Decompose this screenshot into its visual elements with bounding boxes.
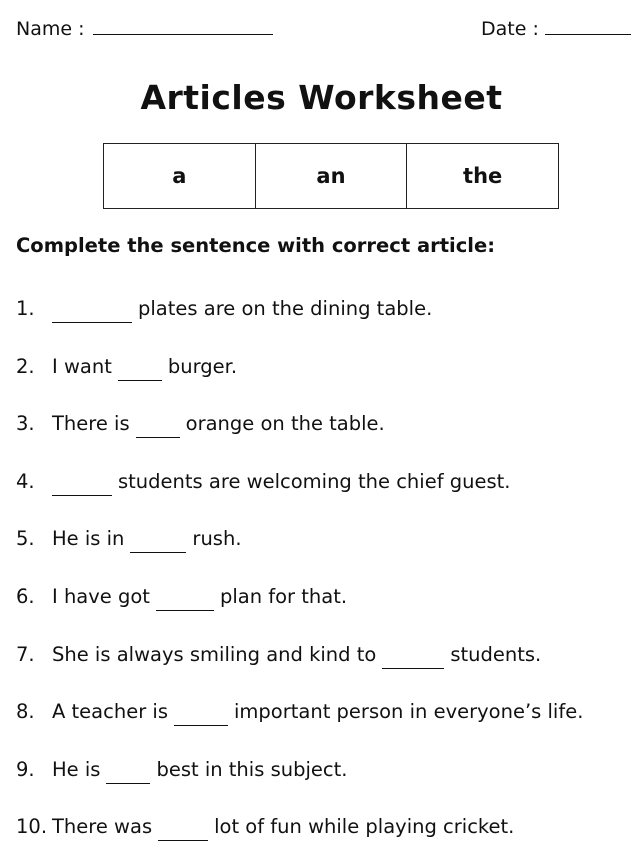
question-text-before: He is in [52, 527, 125, 551]
question-text-before: There was [52, 815, 153, 839]
answer-blank[interactable] [130, 528, 186, 553]
question-item [16, 578, 636, 636]
question-text-after: plan for that. [219, 584, 348, 608]
question-number: 9. [16, 757, 35, 781]
question-item [16, 636, 636, 694]
name-field[interactable] [16, 18, 273, 40]
article-an: an [255, 144, 407, 209]
question-number: 3. [16, 412, 35, 436]
question-number: 8. [16, 700, 35, 724]
instruction-text: Complete the sentence with correct article: [16, 234, 495, 257]
question-text-after: students. [450, 642, 542, 666]
question-text-before: There is [52, 412, 130, 436]
question-number: 2. [16, 354, 35, 378]
question-item [16, 348, 636, 406]
question-text-after: orange on the table. [185, 412, 385, 436]
answer-blank[interactable] [382, 644, 444, 669]
answer-blank[interactable] [52, 298, 132, 323]
question-item [16, 463, 636, 521]
question-text-before: I have got [52, 584, 150, 608]
question-text-before: I want [52, 354, 112, 378]
date-field[interactable] [481, 18, 631, 40]
question-text-after: burger. [167, 354, 238, 378]
question-text-after: plates are on the dining table. [138, 297, 433, 320]
question-text-after: important person in everyone’s life. [234, 700, 584, 724]
date-label: Date : [481, 18, 539, 40]
date-blank-line[interactable] [545, 20, 631, 35]
question-number: 7. [16, 642, 35, 666]
question-number: 5. [16, 527, 35, 551]
question-item [16, 751, 636, 809]
name-blank-line[interactable] [93, 20, 273, 35]
name-label: Name : [16, 18, 85, 40]
question-text-after: lot of fun while playing cricket. [214, 815, 515, 839]
question-item [16, 693, 636, 751]
article-the: the [407, 144, 559, 209]
answer-blank[interactable] [136, 413, 180, 438]
question-text-before: She is always smiling and kind to [52, 642, 377, 666]
answer-blank[interactable] [118, 356, 162, 381]
question-item [16, 808, 636, 866]
question-text-after: best in this subject. [156, 757, 348, 781]
question-item [16, 290, 636, 348]
question-text-after: rush. [192, 527, 242, 551]
answer-blank[interactable] [106, 759, 150, 784]
question-number: 10. [16, 815, 48, 839]
question-item [16, 520, 636, 578]
question-number: 6. [16, 584, 35, 608]
question-text-after: students are welcoming the chief guest. [118, 469, 511, 493]
question-number: 1. [16, 297, 35, 320]
answer-blank[interactable] [156, 586, 214, 611]
worksheet-title: Articles Worksheet [140, 78, 503, 117]
article-word-bank [103, 143, 559, 209]
question-text-before: A teacher is [52, 700, 169, 724]
question-number: 4. [16, 469, 35, 493]
question-item [16, 405, 636, 463]
answer-blank[interactable] [52, 471, 112, 496]
answer-blank[interactable] [174, 701, 228, 726]
article-a: a [104, 144, 256, 209]
question-text-before: He is [52, 757, 101, 781]
answer-blank[interactable] [158, 816, 208, 841]
question-list [16, 290, 636, 866]
